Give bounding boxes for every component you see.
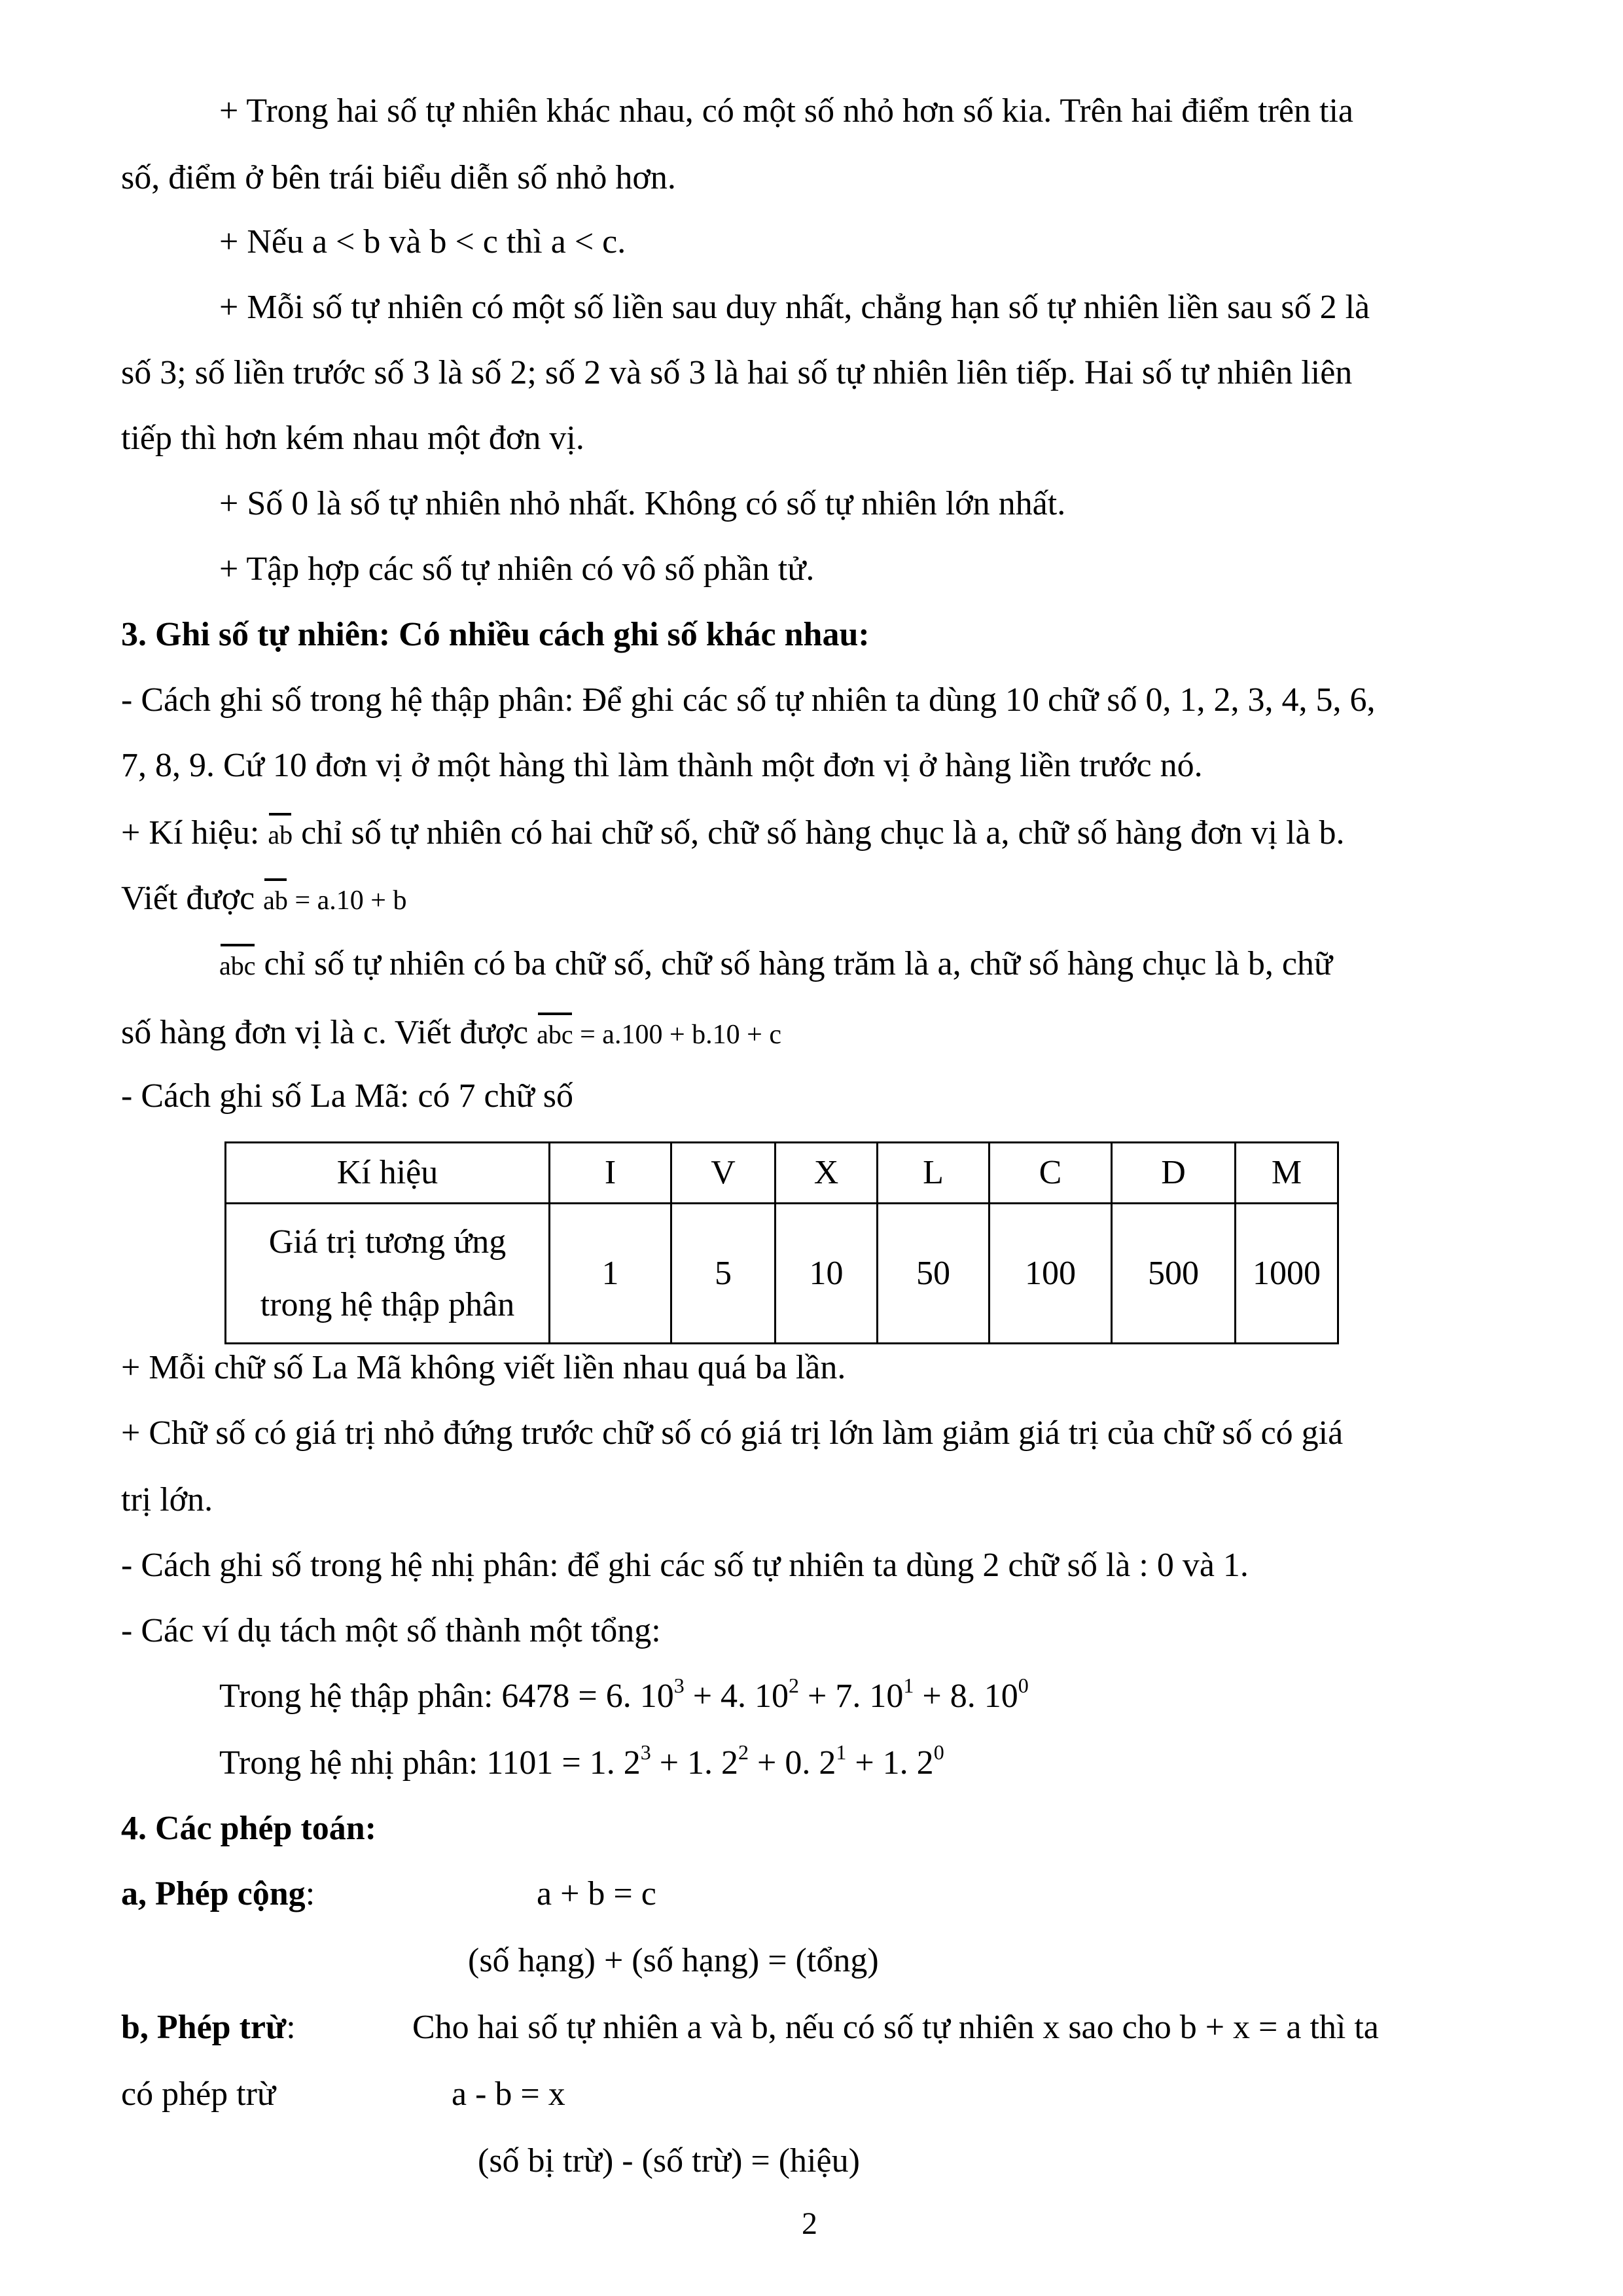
formula-ab: = a.10 + b xyxy=(287,886,407,916)
text-segment: + 7. 10 xyxy=(799,1677,904,1715)
table-cell: 500 xyxy=(1112,1204,1236,1344)
text-segment: + Kí hiệu: xyxy=(121,814,268,852)
addition-terms: (số hạng) + (số hạng) = (tổng) xyxy=(468,1942,879,1979)
table-cell: 1 xyxy=(550,1204,671,1344)
text-segment: + 4. 10 xyxy=(684,1677,789,1715)
text-segment: số hàng đơn vị là c. Viết được xyxy=(121,1014,537,1051)
cell-line: trong hệ thập phân xyxy=(260,1285,515,1323)
addition-heading xyxy=(121,1874,315,1914)
exponent: 2 xyxy=(789,1674,800,1697)
table-row xyxy=(226,1204,1338,1344)
table-cell: 50 xyxy=(878,1204,990,1344)
text-line: 7, 8, 9. Cứ 10 đơn vị ở một hàng thì làm thành một đơn vị ở hàng liền trước nó. xyxy=(121,747,1203,784)
formula-abc: = a.100 + b.10 + c xyxy=(573,1020,781,1050)
text-line: - Cách ghi số trong hệ nhị phân: để ghi các số tự nhiên ta dùng 2 chữ số là : 0 và 1. xyxy=(121,1547,1249,1584)
text-line: + Mỗi chữ số La Mã không viết liền nhau quá ba lần. xyxy=(121,1349,846,1386)
text-segment: + 8. 10 xyxy=(914,1677,1018,1715)
text-segment: chỉ số tự nhiên có ba chữ số, chữ số hàng trăm là a, chữ số hàng chục là b, chữ xyxy=(255,945,1333,982)
table-cell: D xyxy=(1112,1143,1236,1204)
text-line: + Tập hợp các số tự nhiên có vô số phần tử. xyxy=(219,550,815,588)
text-line xyxy=(121,812,1345,855)
section-heading: 4. Các phép toán: xyxy=(121,1810,377,1847)
text-line xyxy=(121,877,406,920)
text-line: tiếp thì hơn kém nhau một đơn vị. xyxy=(121,420,584,457)
table-cell: L xyxy=(878,1143,990,1204)
overline-ab: ab xyxy=(263,877,288,920)
exponent: 3 xyxy=(640,1740,651,1764)
overline-abc: abc xyxy=(537,1011,573,1054)
table-cell: 1000 xyxy=(1236,1204,1338,1344)
text-segment: Trong hệ thập phân: 6478 = 6. 10 xyxy=(219,1677,674,1715)
text-line xyxy=(121,1011,781,1054)
table-cell: M xyxy=(1236,1143,1338,1204)
overline-ab: ab xyxy=(268,812,293,855)
text-segment: Trong hệ nhị phân: 1101 = 1. 2 xyxy=(219,1744,641,1782)
subtraction-formula: a - b = x xyxy=(452,2075,565,2113)
table-cell: 5 xyxy=(671,1204,776,1344)
subheading: a, Phép cộng xyxy=(121,1875,306,1912)
table-cell: 10 xyxy=(776,1204,878,1344)
subtraction-heading xyxy=(121,2008,296,2047)
text-segment: : xyxy=(286,2009,296,2046)
page-number: 2 xyxy=(802,2206,817,2241)
table-cell: Kí hiệu xyxy=(226,1143,550,1204)
exponent: 2 xyxy=(738,1740,749,1764)
text-segment: + 1. 2 xyxy=(846,1744,934,1782)
text-line: + Mỗi số tự nhiên có một số liền sau duy nhất, chẳng hạn số tự nhiên liền sau số 2 là xyxy=(219,289,1370,326)
subtraction-terms: (số bị trừ) - (số trừ) = (hiệu) xyxy=(478,2142,860,2179)
example-decimal xyxy=(219,1674,1029,1716)
text-line: - Cách ghi số La Mã: có 7 chữ số xyxy=(121,1077,574,1115)
cell-line: Giá trị tương ứng xyxy=(268,1223,507,1261)
roman-numeral-table xyxy=(224,1141,1339,1344)
exponent: 3 xyxy=(673,1674,685,1697)
text-line: Cho hai số tự nhiên a và b, nếu có số tự nhiên x sao cho b + x = a thì ta xyxy=(412,2009,1379,2046)
overline-abc: abc xyxy=(219,942,256,986)
text-segment: + 0. 2 xyxy=(749,1744,836,1782)
table-row xyxy=(226,1143,1338,1204)
text-line: có phép trừ xyxy=(121,2075,276,2113)
table-cell xyxy=(226,1204,550,1344)
text-line: trị lớn. xyxy=(121,1481,213,1518)
text-line: - Cách ghi số trong hệ thập phân: Để ghi các số tự nhiên ta dùng 10 chữ số 0, 1, 2, 3, 4, 5, 6, xyxy=(121,681,1376,719)
exponent: 1 xyxy=(836,1740,847,1764)
text-line: + Nếu a < b và b < c thì a < c. xyxy=(219,223,626,260)
text-segment: Viết được xyxy=(121,880,264,917)
text-line xyxy=(219,942,1332,986)
text-segment: chỉ số tự nhiên có hai chữ số, chữ số hàng chục là a, chữ số hàng đơn vị là b. xyxy=(293,814,1345,852)
example-binary xyxy=(219,1740,944,1783)
text-line: số 3; số liền trước số 3 là số 2; số 2 và số 3 là hai số tự nhiên liên tiếp. Hai số tự nhiên liên xyxy=(121,354,1353,391)
exponent: 0 xyxy=(933,1740,944,1764)
exponent: 1 xyxy=(903,1674,914,1697)
table-cell: I xyxy=(550,1143,671,1204)
table-cell: X xyxy=(776,1143,878,1204)
table-cell: V xyxy=(671,1143,776,1204)
table-cell: C xyxy=(990,1143,1112,1204)
table-cell: 100 xyxy=(990,1204,1112,1344)
subheading: b, Phép trừ xyxy=(121,2009,287,2046)
text-segment: + 1. 2 xyxy=(651,1744,739,1782)
text-line: + Chữ số có giá trị nhỏ đứng trước chữ số có giá trị lớn làm giảm giá trị của chữ số có giá xyxy=(121,1414,1344,1452)
section-heading: 3. Ghi số tự nhiên: Có nhiều cách ghi số khác nhau: xyxy=(121,616,870,653)
text-line: + Trong hai số tự nhiên khác nhau, có một số nhỏ hơn số kia. Trên hai điểm trên tia xyxy=(219,92,1353,130)
text-line: số, điểm ở bên trái biểu diễn số nhỏ hơn. xyxy=(121,159,676,196)
text-segment: : xyxy=(305,1875,315,1912)
exponent: 0 xyxy=(1018,1674,1029,1697)
addition-formula: a + b = c xyxy=(537,1875,656,1912)
text-line: + Số 0 là số tự nhiên nhỏ nhất. Không có số tự nhiên lớn nhất. xyxy=(219,485,1066,522)
text-line: - Các ví dụ tách một số thành một tổng: xyxy=(121,1612,661,1649)
